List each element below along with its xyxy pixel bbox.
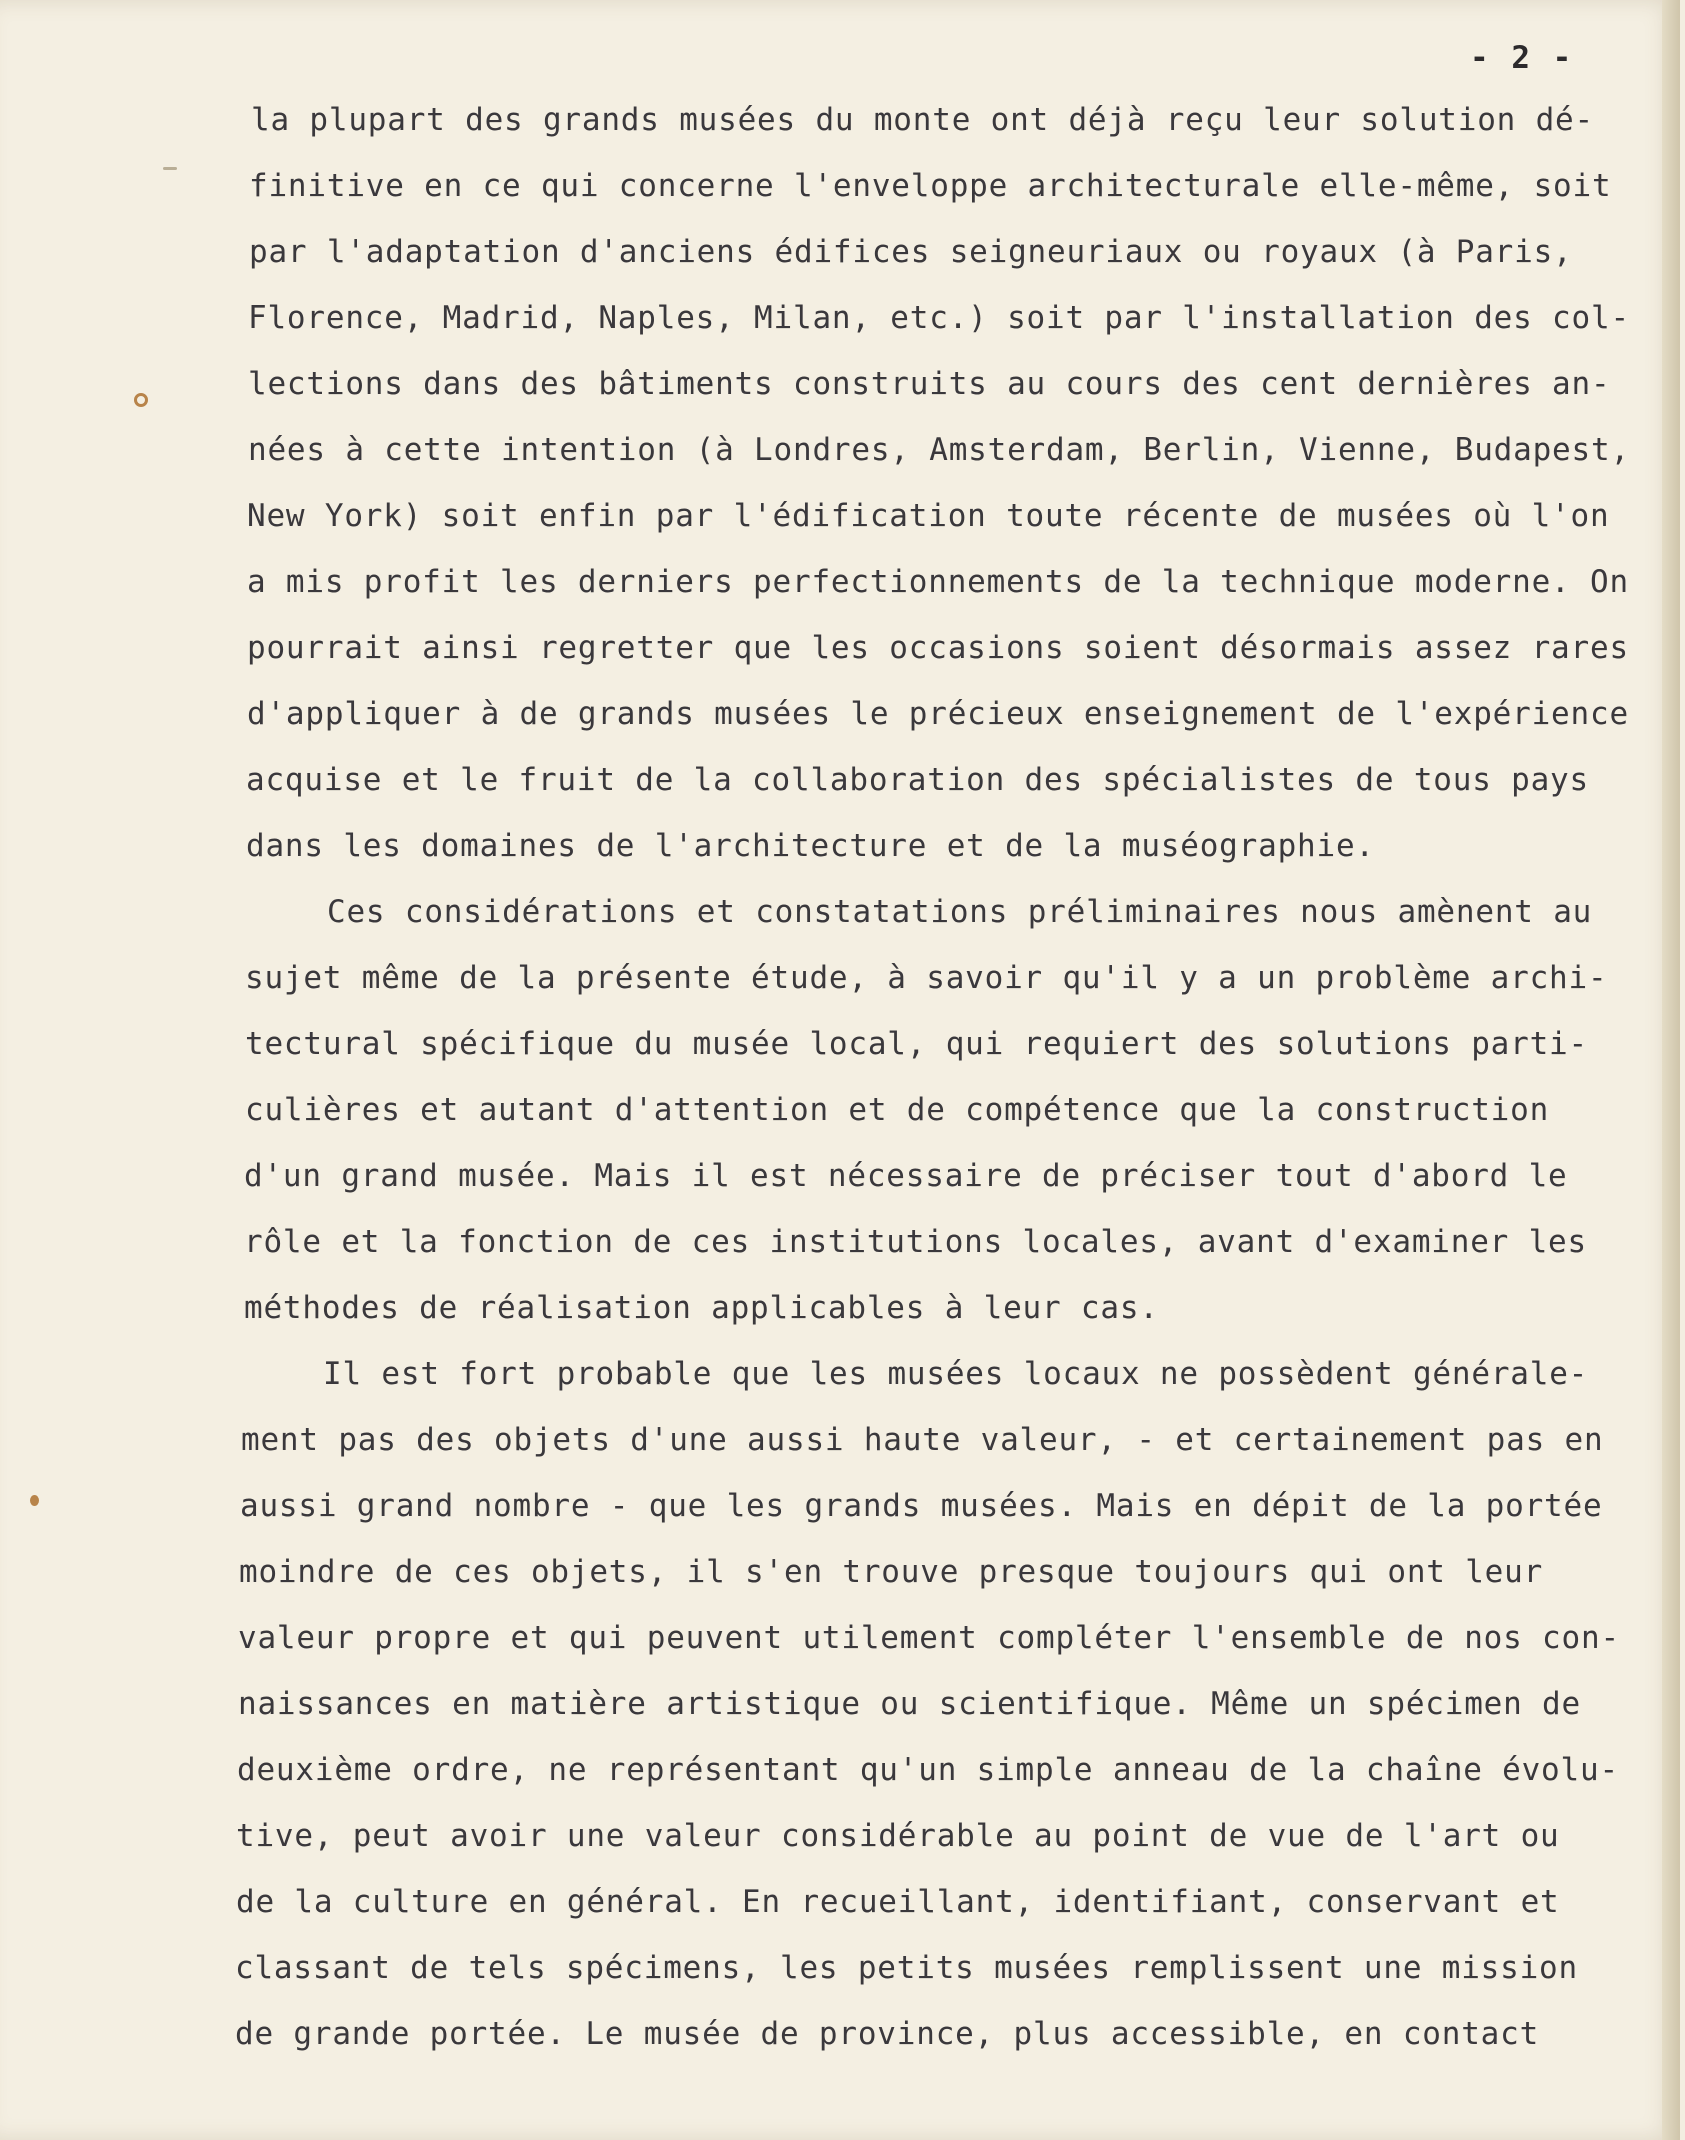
text-line: ment pas des objets d'une aussi haute valeur, - et certainement pas en [241,1422,1604,1458]
text-line: de la culture en général. En recueillant, identifiant, conservant et [236,1884,1560,1920]
text-line: acquise et le fruit de la collaboration des spécialistes de tous pays [246,762,1589,798]
text-line: Il est fort probable que les musées locaux ne possèdent générale- [323,1356,1589,1392]
page-number: - 2 - [1470,40,1574,76]
paper-spot [30,1495,39,1506]
text-line: naissances en matière artistique ou scientifique. Même un spécimen de [238,1686,1581,1722]
text-line: pourrait ainsi regretter que les occasions soient désormais assez rares [247,630,1629,666]
text-line: la plupart des grands musées du monte ont déjà reçu leur solution dé- [251,102,1594,138]
text-line: dans les domaines de l'architecture et de la muséographie. [246,828,1375,864]
text-line: deuxième ordre, ne représentant qu'un simple anneau de la chaîne évolu- [237,1752,1619,1788]
text-line: sujet même de la présente étude, à savoir qu'il y a un problème archi- [245,960,1608,996]
paper-spot [134,393,148,407]
text-line: tive, peut avoir une valeur considérable au point de vue de l'art ou [236,1818,1560,1854]
text-line: d'un grand musée. Mais il est nécessaire de préciser tout d'abord le [244,1158,1568,1194]
page-edge-shadow [1662,0,1680,2140]
text-line: finitive en ce qui concerne l'enveloppe architecturale elle-même, soit [249,168,1612,204]
text-line: lections dans des bâtiments construits au cours des cent dernières an- [248,366,1611,402]
text-line: culières et autant d'attention et de compétence que la construction [245,1092,1550,1128]
text-line: aussi grand nombre - que les grands musées. Mais en dépit de la portée [240,1488,1603,1524]
text-line: tectural spécifique du musée local, qui requiert des solutions parti- [245,1026,1588,1062]
text-line: d'appliquer à de grands musées le précieux enseignement de l'expérience [247,696,1629,732]
text-line: Florence, Madrid, Naples, Milan, etc.) soit par l'installation des col- [248,300,1630,336]
text-line: valeur propre et qui peuvent utilement compléter l'ensemble de nos con- [238,1620,1620,1656]
paper-scratch [163,167,177,170]
text-line: de grande portée. Le musée de province, plus accessible, en contact [235,2016,1540,2052]
text-line: rôle et la fonction de ces institutions locales, avant d'examiner les [244,1224,1587,1260]
text-line: moindre de ces objets, il s'en trouve presque toujours qui ont leur [239,1554,1544,1590]
text-line: méthodes de réalisation applicables à leur cas. [244,1290,1159,1326]
text-line: nées à cette intention (à Londres, Amsterdam, Berlin, Vienne, Budapest, [248,432,1630,468]
text-line: a mis profit les derniers perfectionnements de la technique moderne. On [247,564,1629,600]
text-line: classant de tels spécimens, les petits musées remplissent une mission [235,1950,1578,1986]
text-line: par l'adaptation d'anciens édifices seigneuriaux ou royaux (à Paris, [249,234,1573,270]
text-line: Ces considérations et constatations préliminaires nous amènent au [327,894,1593,930]
text-line: New York) soit enfin par l'édification toute récente de musées où l'on [247,498,1610,534]
